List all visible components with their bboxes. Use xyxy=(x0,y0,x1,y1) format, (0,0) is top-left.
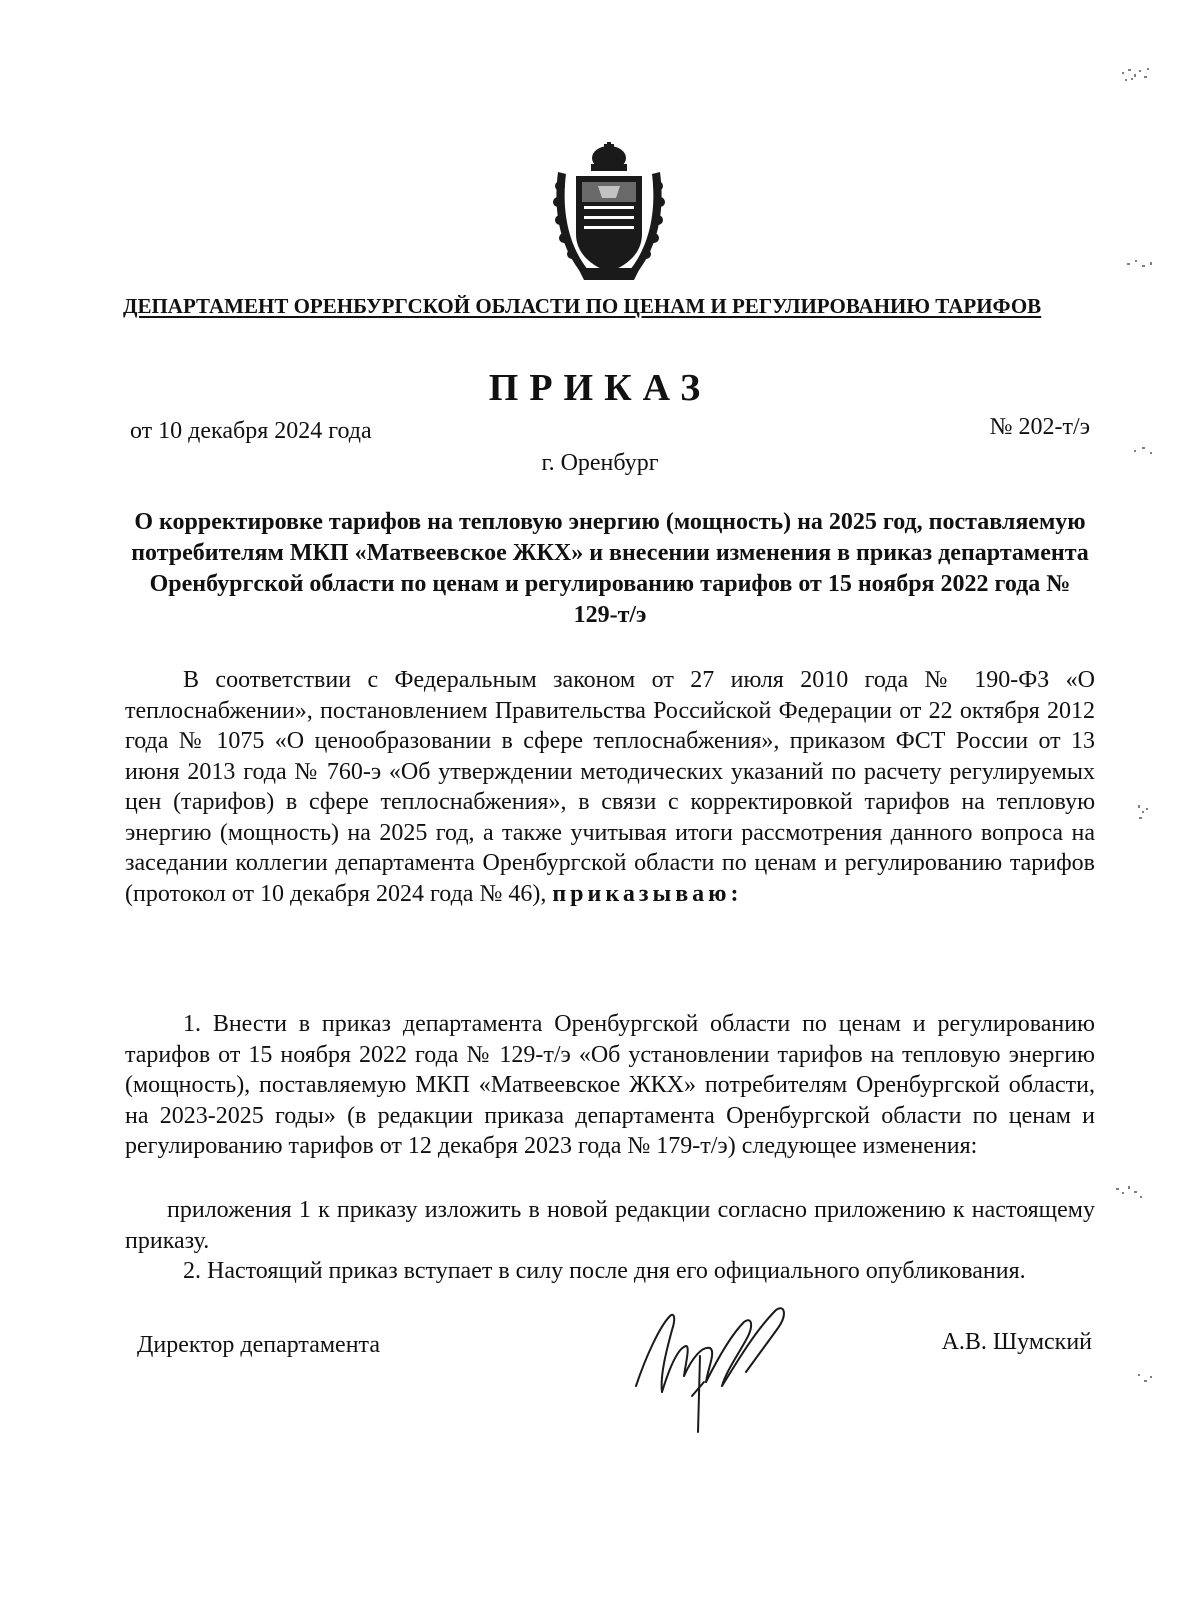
item-1-paragraph: 1. Внести в приказ департамента Оренбургской области по ценам и регулированию тарифов от 15 ноября 2022 года № 129-т/э «Об установлении тарифов на тепловую энергию (мощность), поставляемую МКП «Матвеевское ЖКХ» потребителям Оренбургской области, на 2023-2025 годы» (в редакции приказа департамента Оренбургской области по ценам и регулированию тарифов от 12 декабря 2023 года № 179-т/э) следующее изменения: xyxy=(125,1011,1095,1159)
scan-noise xyxy=(1118,64,1152,86)
order-city: г. Оренбург xyxy=(541,450,659,476)
item-1-sub-paragraph: приложения 1 к приказу изложить в новой редакции согласно приложению к настоящему приказу. xyxy=(125,1197,1095,1254)
coat-of-arms-icon xyxy=(552,142,666,285)
department-heading: ДЕПАРТАМЕНТ ОРЕНБУРГСКОЙ ОБЛАСТИ ПО ЦЕНАМ И РЕГУЛИРОВАНИЮ ТАРИФОВ xyxy=(123,294,1042,318)
order-title: ПРИКАЗ xyxy=(488,367,712,409)
preamble-paragraph xyxy=(125,665,1095,909)
scan-noise xyxy=(1124,254,1158,276)
preamble-text: В соответствии с Федеральным законом от 27 июля 2010 года № 190-ФЗ «О теплоснабжении», постановлением Правительства Российской Федерации от 22 октября 2012 года № 1075 «О ценообразовании в сфере теплоснабжения», приказом ФСТ России от 13 июня 2013 года № 760-э «Об утверждении методических указаний по расчету регулируемых цен (тарифов) в сфере теплоснабжения», в связи с корректировкой тарифов на тепловую энергию (мощность) на 2025 год, а также учитывая итоги рассмотрения данного вопроса на заседании коллегии департамента Оренбургской области по ценам и регулированию тарифов (протокол от 10 декабря 2024 года № 46), xyxy=(125,667,1095,907)
scan-noise xyxy=(1112,1182,1146,1204)
signatory-title: Директор департамента xyxy=(137,1332,380,1358)
order-word: приказываю: xyxy=(552,880,743,907)
scan-noise xyxy=(1130,802,1164,824)
order-number: № 202-т/э xyxy=(989,414,1090,440)
signature-icon xyxy=(626,1296,826,1436)
order-date: от 10 декабря 2024 года xyxy=(130,418,372,444)
signatory-name: А.В. Шумский xyxy=(941,1329,1092,1355)
order-subject: О корректировке тарифов на тепловую энергию (мощность) на 2025 год, поставляемую потребителям МКП «Матвеевское ЖКХ» и внесении изменения в приказ департамента Оренбургской области по ценам и регулированию тарифов от 15 ноября 2022 года № 129-т/э xyxy=(131,509,1089,628)
item-2-paragraph: 2. Настоящий приказ вступает в силу после дня его официального опубликования. xyxy=(183,1258,1026,1284)
scan-noise xyxy=(1130,1368,1164,1390)
